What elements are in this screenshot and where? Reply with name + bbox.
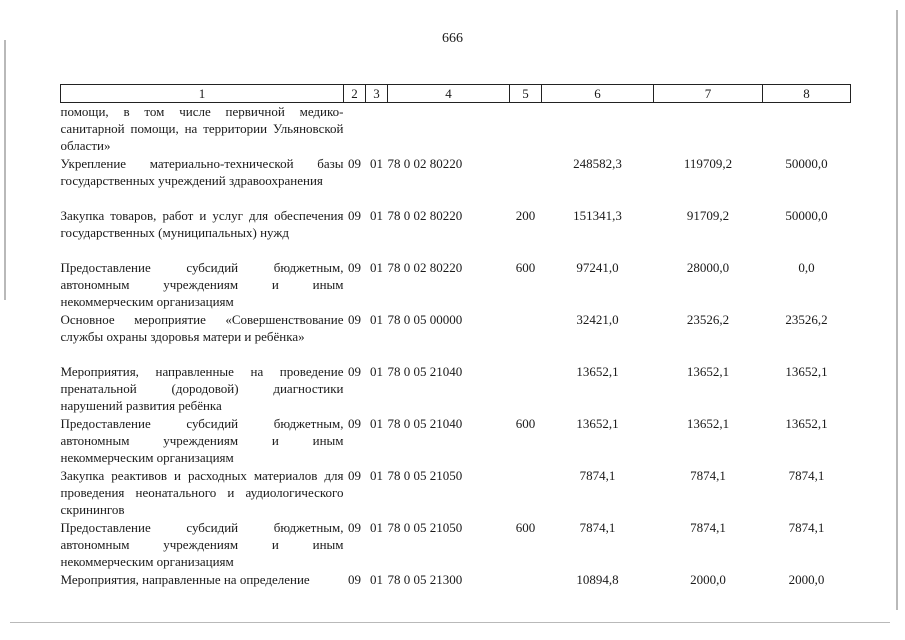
target-article-code: 78 0 05 21040: [387, 363, 463, 379]
target-article-code: 78 0 02 80220: [387, 207, 463, 223]
amount-col8: 50000,0: [785, 155, 828, 171]
section-code: [344, 103, 366, 155]
target-article-code: 78 0 02 80220: [387, 259, 463, 275]
amount-col8: [763, 103, 851, 155]
row-description: помощи, в том числе первичной медико-санитарной помощи, на территории Ульяновской области»: [60, 104, 344, 153]
expense-type-code: [510, 467, 542, 519]
amount-col6: 97241,0: [576, 259, 619, 275]
column-header: 3: [366, 85, 388, 103]
subsection-code: 01: [370, 363, 383, 379]
section-code: 09: [348, 415, 361, 431]
subsection-code: 01: [370, 311, 383, 327]
row-description: Мероприятия, направленные на определение: [60, 571, 310, 587]
amount-col6: 7874,1: [579, 467, 616, 483]
amount-col6: 13652,1: [576, 415, 619, 431]
target-article-code: 78 0 05 21050: [387, 519, 463, 535]
page-number: 666: [442, 31, 463, 46]
column-header: 2: [344, 85, 366, 103]
section-code: 09: [348, 259, 361, 275]
target-article-code: 78 0 02 80220: [387, 155, 463, 171]
amount-col6: 248582,3: [573, 155, 622, 171]
amount-col7: 119709,2: [683, 155, 733, 171]
subsection-code: 01: [370, 519, 383, 535]
subsection-code: 01: [370, 467, 383, 483]
amount-col8: 13652,1: [785, 415, 828, 431]
amount-col8: 50000,0: [785, 207, 828, 223]
amount-col6: [542, 103, 654, 155]
amount-col6: 10894,8: [576, 571, 619, 587]
expense-type-code: [510, 363, 542, 415]
table-row: [61, 467, 851, 519]
subsection-code: 01: [370, 207, 383, 223]
table-row: [61, 207, 851, 259]
amount-col7: 7874,1: [690, 519, 726, 535]
target-article-code: 78 0 05 21050: [387, 467, 463, 483]
table-row: [61, 519, 851, 571]
amount-col7: 28000,0: [686, 259, 730, 275]
target-article-code: 78 0 05 21040: [387, 415, 463, 431]
section-code: 09: [348, 571, 361, 587]
row-description: Предоставление субсидий бюджетным, автономным учреждениям и иным некоммерческим организациям: [60, 519, 344, 569]
amount-col8: 7874,1: [788, 519, 825, 535]
amount-col7: 2000,0: [690, 571, 726, 587]
amount-col8: 13652,1: [785, 363, 828, 379]
scan-edge-mark: [10, 622, 890, 623]
expense-type-code: 600: [515, 415, 536, 431]
expense-type-code: [510, 103, 542, 155]
subsection-code: 01: [370, 571, 383, 587]
target-article-code: [388, 103, 510, 155]
expense-type-code: 200: [515, 207, 536, 223]
section-code: 09: [348, 519, 361, 535]
row-description: Закупка товаров, работ и услуг для обеспечения государственных (муниципальных) нужд: [60, 207, 344, 240]
expense-type-code: 600: [515, 259, 536, 275]
amount-col7: 91709,2: [686, 207, 730, 223]
table-row: [61, 571, 851, 591]
row-description: Основное мероприятие «Совершенствование службы охраны здоровья матери и ребёнка»: [60, 311, 344, 344]
row-description: Закупка реактивов и расходных материалов для проведения неонатального и аудиологического скринингов: [60, 467, 344, 517]
row-description: Предоставление субсидий бюджетным, автономным учреждениям и иным некоммерческим организациям: [60, 415, 344, 465]
section-code: 09: [348, 155, 361, 171]
subsection-code: 01: [370, 155, 383, 171]
expense-type-code: [510, 155, 542, 207]
scan-edge-mark: [896, 10, 898, 610]
amount-col6: 13652,1: [576, 363, 619, 379]
table-body: [61, 103, 851, 591]
row-description: Мероприятия, направленные на проведение пренатальной (дородовой) диагностики нарушений развития ребёнка: [60, 363, 344, 413]
amount-col7: 7874,1: [690, 467, 726, 483]
row-description: Укрепление материально-технической базы государственных учреждений здравоохранения: [60, 155, 344, 188]
amount-col8: 23526,2: [785, 311, 828, 327]
amount-col6: 32421,0: [576, 311, 619, 327]
column-header: 4: [388, 85, 510, 103]
amount-col7: 13652,1: [686, 415, 730, 431]
subsection-code: [366, 103, 388, 155]
table-row: [61, 311, 851, 363]
target-article-code: 78 0 05 21300: [387, 571, 463, 587]
subsection-code: 01: [370, 259, 383, 275]
table-header-row: [61, 85, 851, 103]
column-header: 7: [654, 85, 763, 103]
amount-col8: 0,0: [798, 259, 815, 275]
expense-type-code: 600: [515, 519, 536, 535]
section-code: 09: [348, 467, 361, 483]
expense-type-code: [510, 311, 542, 363]
column-header: 1: [61, 85, 344, 103]
amount-col7: 23526,2: [686, 311, 730, 327]
amount-col7: 13652,1: [686, 363, 730, 379]
expense-type-code: [510, 571, 542, 591]
amount-col8: 7874,1: [788, 467, 825, 483]
target-article-code: 78 0 05 00000: [387, 311, 463, 327]
column-header: 8: [763, 85, 851, 103]
amount-col6: 7874,1: [579, 519, 616, 535]
table-row: [61, 363, 851, 415]
table-row: [61, 103, 851, 155]
amount-col6: 151341,3: [573, 207, 622, 223]
amount-col8: 2000,0: [788, 571, 825, 587]
section-code: 09: [348, 207, 361, 223]
subsection-code: 01: [370, 415, 383, 431]
section-code: 09: [348, 311, 361, 327]
scan-edge-mark: [4, 40, 6, 300]
section-code: 09: [348, 363, 361, 379]
row-description: Предоставление субсидий бюджетным, автономным учреждениям и иным некоммерческим организациям: [60, 259, 344, 309]
table-row: [61, 415, 851, 467]
amount-col7: [654, 103, 763, 155]
column-header: 6: [542, 85, 654, 103]
table-row: [61, 155, 851, 207]
table-row: [61, 259, 851, 311]
budget-table: [60, 84, 851, 591]
column-header: 5: [510, 85, 542, 103]
